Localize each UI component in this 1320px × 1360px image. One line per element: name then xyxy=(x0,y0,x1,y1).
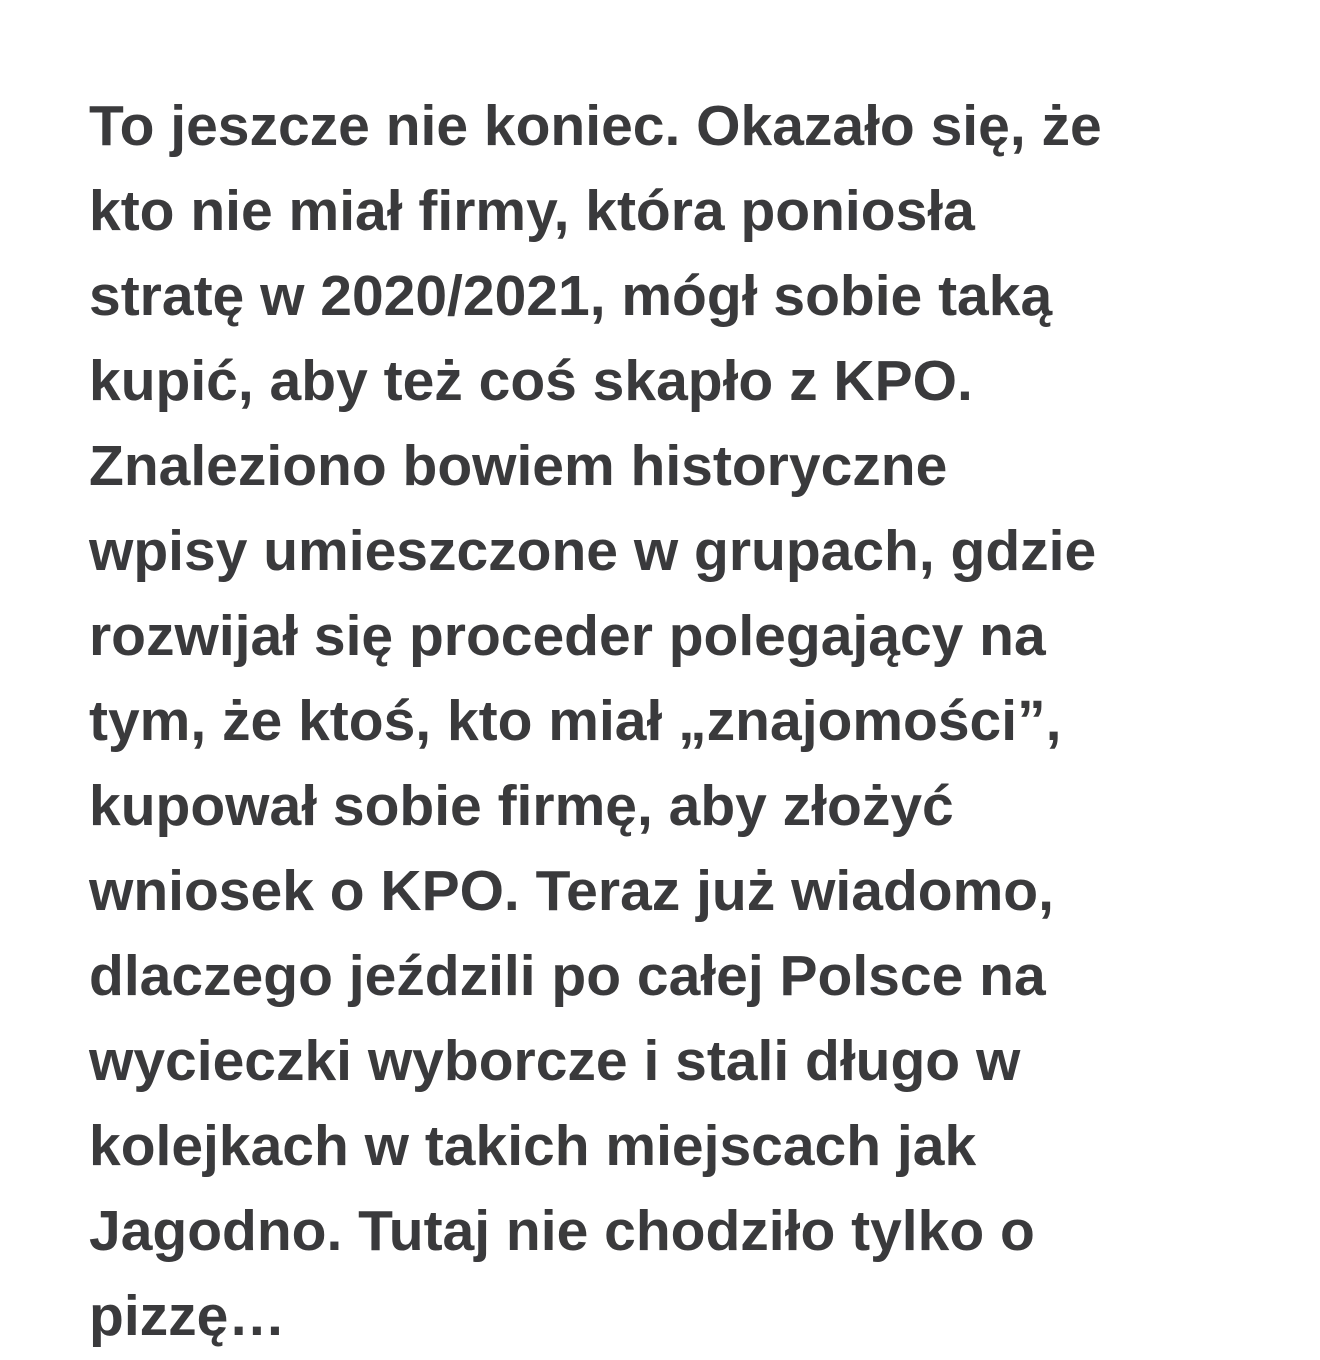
note-line: stratę w 2020/2021, mógł sobie taką xyxy=(89,264,1053,328)
note-line: dlaczego jeździli po całej Polsce na xyxy=(89,944,1046,1008)
note-line: wpisy umieszczone w grupach, gdzie xyxy=(89,519,1097,583)
note-line: wniosek o KPO. Teraz już wiadomo, xyxy=(89,859,1054,923)
note-line: Jagodno. Tutaj nie chodziło tylko o xyxy=(89,1199,1035,1263)
note-text xyxy=(89,84,1289,1359)
note-line: kolejkach w takich miejscach jak xyxy=(89,1114,977,1178)
note-line: pizzę… xyxy=(89,1284,286,1348)
note-line: To jeszcze nie koniec. Okazało się, że xyxy=(89,94,1102,158)
note-line: rozwijał się proceder polegający na xyxy=(89,604,1046,668)
note-line: kupić, aby też coś skapło z KPO. xyxy=(89,349,973,413)
note-line: kto nie miał firmy, która poniosła xyxy=(89,179,975,243)
note-line: kupował sobie firmę, aby złożyć xyxy=(89,774,954,838)
note-line: Znaleziono bowiem historyczne xyxy=(89,434,948,498)
note-line: tym, że ktoś, kto miał „znajomości”, xyxy=(89,689,1062,753)
note-line: wycieczki wyborcze i stali długo w xyxy=(89,1029,1021,1093)
